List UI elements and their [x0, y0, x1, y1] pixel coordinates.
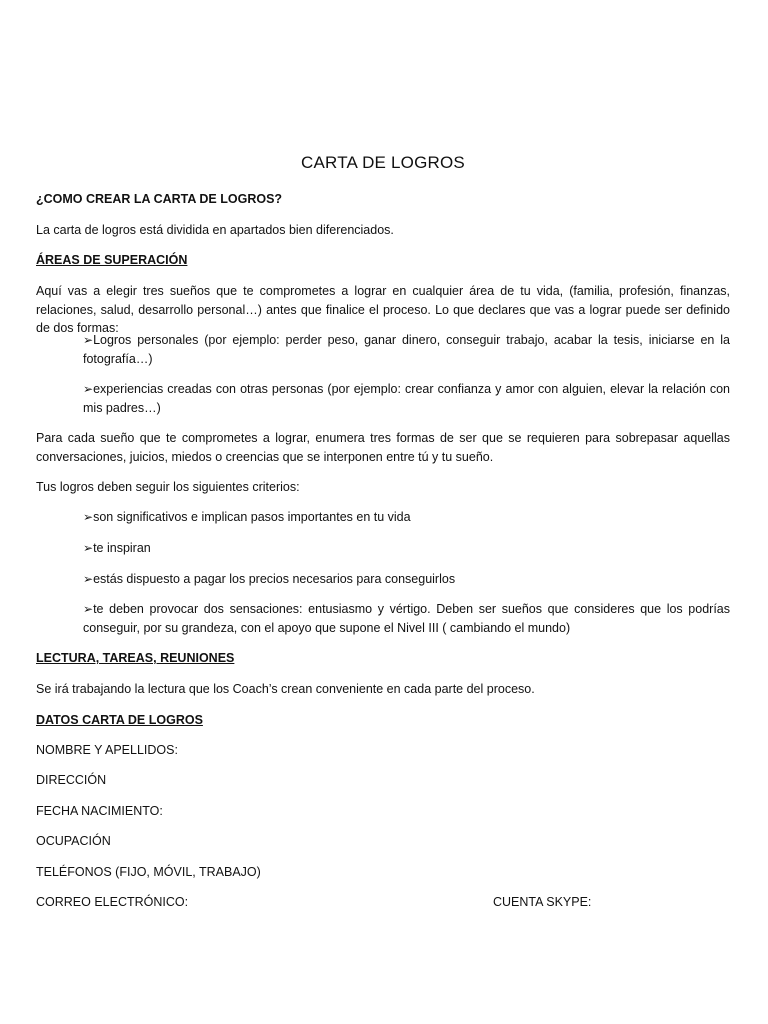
- arrow-bullet-icon: ➢: [83, 333, 94, 347]
- reading-heading: LECTURA, TAREAS, REUNIONES: [36, 651, 235, 665]
- field-label-phones: TELÉFONOS (FIJO, MÓVIL, TRABAJO): [36, 865, 261, 879]
- list-item-text: te deben provocar dos sensaciones: entusiasmo y vértigo. Deben ser sueños que consideres que los podrías conseguir, por su grandeza, con el apoyo que supone el Nivel III ( cambiando el mundo): [83, 602, 730, 635]
- field-label-email: CORREO ELECTRÓNICO:: [36, 895, 189, 909]
- ways-paragraph: Para cada sueño que te comprometes a lograr, enumera tres formas de ser que se requieren para sobrepasar aquellas conversaciones, juicios, miedos o creencias que se interponen entre tú y tu sueño.: [36, 431, 730, 464]
- how-to-heading: ¿COMO CREAR LA CARTA DE LOGROS?: [36, 192, 283, 206]
- field-label-birth-date: FECHA NACIMIENTO:: [36, 804, 163, 818]
- list-item: [83, 600, 730, 637]
- list-item-text: estás dispuesto a pagar los precios necesarios para conseguirlos: [93, 572, 456, 586]
- arrow-bullet-icon: ➢: [83, 541, 94, 555]
- field-label-skype: CUENTA SKYPE:: [493, 895, 592, 909]
- criteria-intro: Tus logros deben seguir los siguientes criterios:: [36, 480, 300, 494]
- list-item: [83, 331, 730, 368]
- list-item: [83, 380, 730, 417]
- list-item: [83, 570, 730, 589]
- list-item: [83, 539, 730, 558]
- list-item: [83, 508, 730, 527]
- field-label-address: DIRECCIÓN: [36, 773, 107, 787]
- field-label-occupation: OCUPACIÓN: [36, 834, 111, 848]
- areas-heading: ÁREAS DE SUPERACIÓN: [36, 253, 188, 267]
- list-item-text: son significativos e implican pasos importantes en tu vida: [93, 510, 411, 524]
- arrow-bullet-icon: ➢: [83, 510, 94, 524]
- arrow-bullet-icon: ➢: [83, 382, 94, 396]
- field-label-name: NOMBRE Y APELLIDOS:: [36, 743, 178, 757]
- arrow-bullet-icon: ➢: [83, 572, 94, 586]
- data-heading: DATOS CARTA DE LOGROS: [36, 713, 203, 727]
- list-item-text: Logros personales (por ejemplo: perder peso, ganar dinero, conseguir trabajo, acabar la tesis, iniciarse en la fotografía…): [83, 333, 730, 366]
- list-item-text: te inspiran: [93, 541, 151, 555]
- areas-paragraph: Aquí vas a elegir tres sueños que te comprometes a lograr en cualquier área de tu vida, (familia, profesión, finanzas, relaciones, salud, desarrollo personal…) antes que finalice el proceso. Lo que declares que vas a lograr puede ser definido de dos formas:: [36, 284, 730, 335]
- page-title: CARTA DE LOGROS: [301, 153, 465, 172]
- arrow-bullet-icon: ➢: [83, 602, 94, 616]
- reading-paragraph: Se irá trabajando la lectura que los Coach’s crean conveniente en cada parte del proceso.: [36, 682, 535, 696]
- intro-paragraph: La carta de logros está dividida en apartados bien diferenciados.: [36, 223, 394, 237]
- list-item-text: experiencias creadas con otras personas (por ejemplo: crear confianza y amor con alguien, elevar la relación con mis padres…): [83, 382, 730, 415]
